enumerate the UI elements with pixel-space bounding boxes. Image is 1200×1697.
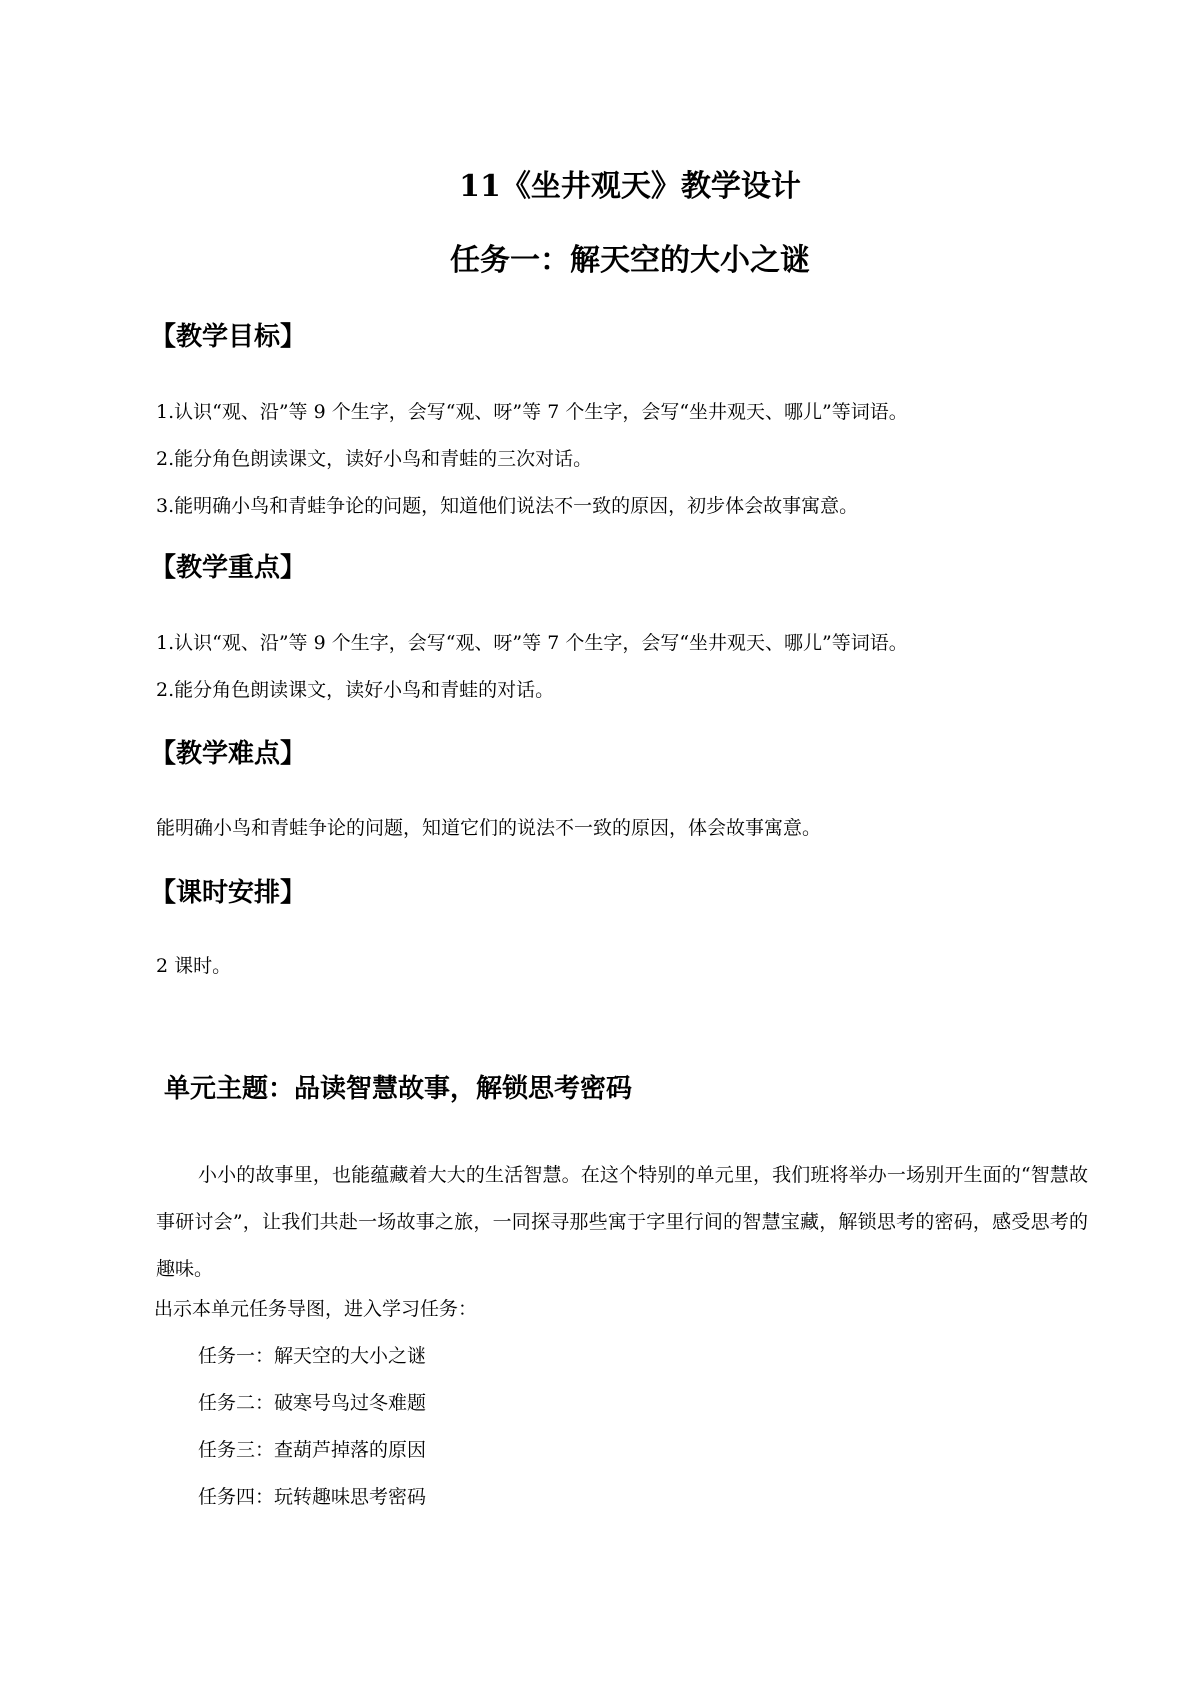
unit-task-2: 任务二：破寒号鸟过冬难题 xyxy=(198,1392,427,1414)
key-points-heading: 【教学重点】 xyxy=(150,553,307,583)
unit-intro-paragraph: 小小的故事里，也能蕴藏着大大的生活智慧。在这个特别的单元里，我们班将举办一场别开生面的“智慧故事研讨会”，让我们共赴一场故事之旅，一同探寻那些寓于字里行间的智慧宝藏，解锁思考的密码，感受思考的趣味。 xyxy=(156,1164,1088,1280)
unit-theme-title: 单元主题：品读智慧故事，解锁思考密码 xyxy=(164,1074,633,1104)
key-point-item-1: 1.认识“观、沿”等 9 个生字，会写“观、呀”等 7 个生字，会写“坐井观天、哪儿”等词语。 xyxy=(156,632,908,654)
difficulties-heading: 【教学难点】 xyxy=(150,739,307,769)
unit-task-4: 任务四：玩转趣味思考密码 xyxy=(198,1486,427,1508)
objectives-heading: 【教学目标】 xyxy=(150,322,307,352)
document-title: 11《坐井观天》教学设计 xyxy=(459,169,801,204)
key-point-item-2: 2.能分角色朗读课文，读好小鸟和青蛙的对话。 xyxy=(156,679,555,701)
unit-task-1: 任务一：解天空的大小之谜 xyxy=(198,1345,427,1367)
objective-item-2: 2.能分角色朗读课文，读好小鸟和青蛙的三次对话。 xyxy=(156,448,593,470)
objective-item-3: 3.能明确小鸟和青蛙争论的问题，知道他们说法不一致的原因，初步体会故事寓意。 xyxy=(156,495,859,517)
unit-task-3: 任务三：查葫芦掉落的原因 xyxy=(198,1439,427,1461)
objective-item-1: 1.认识“观、沿”等 9 个生字，会写“观、呀”等 7 个生字，会写“坐井观天、哪儿”等词语。 xyxy=(156,401,908,423)
difficulties-text: 能明确小鸟和青蛙争论的问题，知道它们的说法不一致的原因，体会故事寓意。 xyxy=(156,817,822,839)
document-subtitle: 任务一：解天空的大小之谜 xyxy=(450,243,810,278)
unit-lead-text: 出示本单元任务导图，进入学习任务： xyxy=(154,1298,478,1320)
schedule-text: 2 课时。 xyxy=(156,955,232,977)
schedule-heading: 【课时安排】 xyxy=(150,878,307,908)
